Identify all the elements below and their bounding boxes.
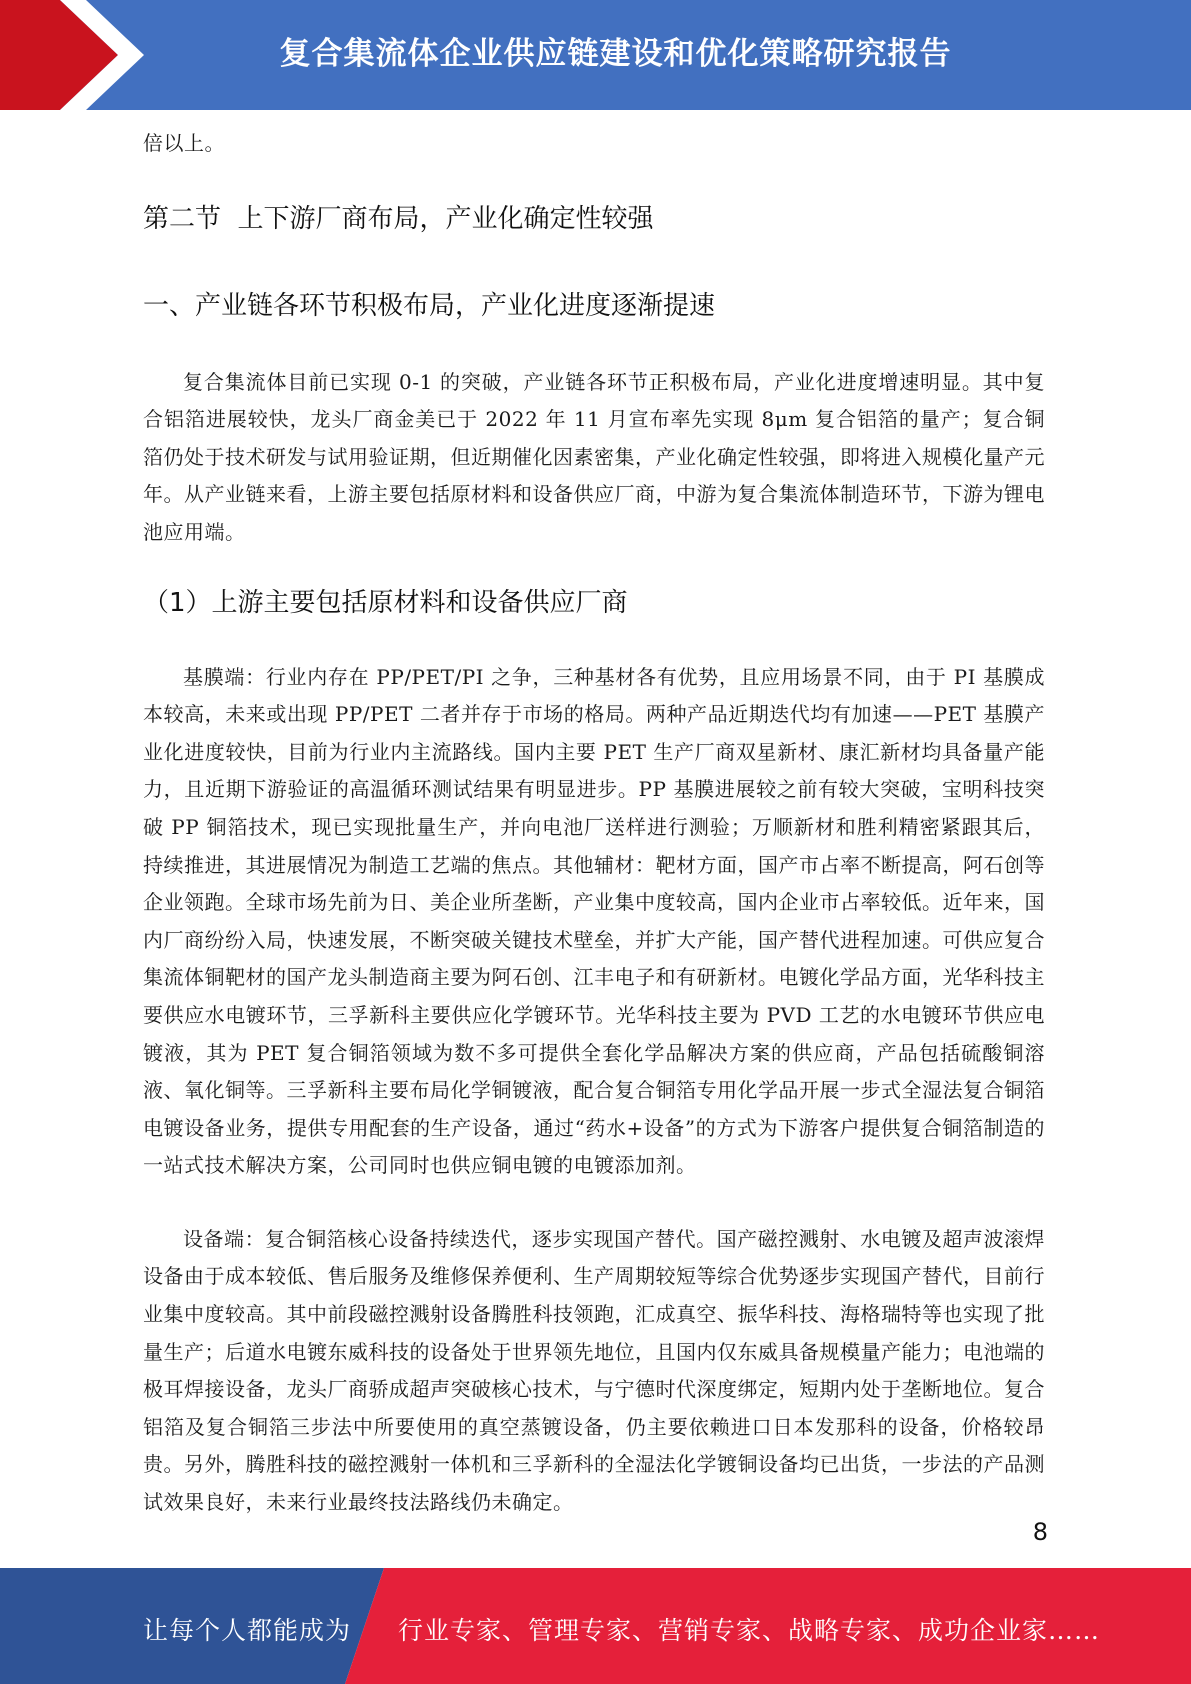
page-body [143,125,1045,1522]
page-number: 8 [1032,1518,1048,1546]
page-footer [0,1568,1191,1684]
sub-heading-upstream: （1）上游主要包括原材料和设备供应厂商 [143,587,628,618]
lead-fragment: 倍以上。 [143,131,225,155]
subsection-heading: 一、产业链各环节积极布局，产业化进度逐渐提速 [143,290,716,321]
section-heading: 第二节 上下游厂商布局，产业化确定性较强 [143,203,654,234]
paragraph-1: 复合集流体目前已实现 0-1 的突破，产业链各环节正积极布局，产业化进度增速明显。其中复合铝箔进展较快，龙头厂商金美已于 2022 年 11 月宣布率先实现 8μm 复合铝箔的量产；复合铜箔仍处于技术研发与试用验证期，但近期催化因素密集，产业化确定性较强，即将进入规模化量产元年。从产业链来看，上游主要包括原材料和设备供应厂商，中游为复合集流体制造环节，下游为锂电池应用端。 [143,369,1045,544]
paragraph-3: 设备端：复合铜箔核心设备持续迭代，逐步实现国产替代。国产磁控溅射、水电镀及超声波滚焊设备由于成本较低、售后服务及维修保养便利、生产周期较短等综合优势逐步实现国产替代，目前行业集中度较高。其中前段磁控溅射设备腾胜科技领跑，汇成真空、振华科技、海格瑞特等也实现了批量生产；后道水电镀东威科技的设备处于世界领先地位，且国内仅东威具备规模量产能力；电池端的极耳焊接设备，龙头厂商骄成超声突破核心技术，与宁德时代深度绑定，短期内处于垄断地位。复合铝箔及复合铜箔三步法中所要使用的真空蒸镀设备，仍主要依赖进口日本发那科的设备，价格较昂贵。另外，腾胜科技的磁控溅射一体机和三孚新科的全湿法化学镀铜设备均已出货，一步法的产品测试效果良好，未来行业最终技法路线仍未确定。 [143,1226,1045,1515]
paragraph-2: 基膜端：行业内存在 PP/PET/PI 之争，三种基材各有优势，且应用场景不同，由于 PI 基膜成本较高，未来或出现 PP/PET 二者并存于市场的格局。两种产品近期迭代均有加速——PET 基膜产业化进度较快，目前为行业内主流路线。国内主要 PET 生产厂商双星新材、康汇新材均具备量产能力，且近期下游验证的高温循环测试结果有明显进步。PP 基膜进展较之前有较大突破，宝明科技突破 PP 铜箔技术，现已实现批量生产，并向电池厂送样进行测验；万顺新材和胜利精密紧跟其后，持续推进，其进展情况为制造工艺端的焦点。其他辅材：靶材方面，国产市占率不断提高，阿石创等企业领跑。全球市场先前为日、美企业所垄断，产业集中度较高，国内企业市占率较低。近年来，国内厂商纷纷入局，快速发展，不断突破关键技术壁垒，并扩大产能，国产替代进程加速。可供应复合集流体铜靶材的国产龙头制造商主要为阿石创、江丰电子和有研新材。电镀化学品方面，光华科技主要供应水电镀环节，三孚新科主要供应化学镀环节。光华科技主要为 PVD 工艺的水电镀环节供应电镀液，其为 PET 复合铜箔领域为数不多可提供全套化学品解决方案的供应商，产品包括硫酸铜溶液、氧化铜等。三孚新科主要布局化学铜镀液，配合复合铜箔专用化学品开展一步式全湿法复合铜箔电镀设备业务，提供专用配套的生产设备，通过“药水+设备”的方式为下游客户提供复合铜箔制造的一站式技术解决方案，公司同时也供应铜电镀的电镀添加剂。 [143,664,1045,1178]
header-title: 复合集流体企业供应链建设和优化策略研究报告 [279,36,952,72]
footer-slogan-right: 行业专家、管理专家、营销专家、战略专家、成功企业家…… [398,1616,1101,1645]
page-header [0,0,1191,110]
footer-slogan-left: 让每个人都能成为 [143,1616,352,1645]
